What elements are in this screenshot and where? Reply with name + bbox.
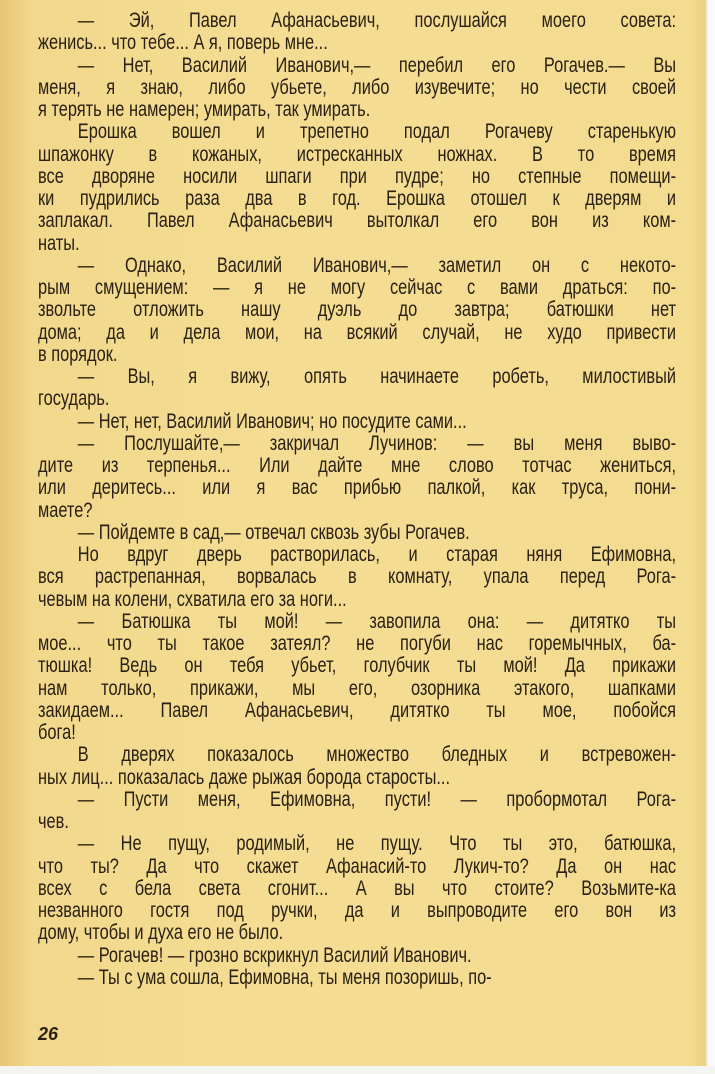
paragraph — [38, 744, 676, 789]
text-line: чевым на колени, схватила его за ноги... — [38, 588, 347, 611]
text-line: нам только, прикажи, мы его, озорника этакого, шапками — [38, 677, 677, 700]
book-page-text — [38, 10, 676, 989]
text-line: — Нет, Василий Иванович,— перебил его Рогачев.— Вы — [77, 54, 677, 77]
text-line: что ты? Да что скажет Афанасий-то Лукич-то? Да он нас — [38, 855, 677, 878]
text-line: меня, я знаю, либо убьете, либо изувечите; но чести своей — [38, 76, 677, 99]
text-line: в порядок. — [38, 343, 118, 366]
text-line: бога! — [38, 722, 76, 744]
paragraph — [38, 255, 676, 366]
paragraph — [38, 433, 676, 522]
text-line: женись... что тебе... А я, поверь мне... — [38, 32, 328, 55]
text-line: ных лиц... показалась даже рыжая борода старосты... — [38, 766, 451, 789]
text-line: — Эй, Павел Афанасьевич, послушайся моего совета: — [77, 10, 677, 32]
text-line: — Пусти меня, Ефимовна, пусти! — пробормотал Рога- — [77, 788, 677, 811]
text-line: мое... что ты такое затеял? не погуби нас горемычных, ба- — [38, 633, 677, 655]
paragraph — [38, 611, 676, 745]
text-line: звольте отложить нашу дуэль до завтра; батюшки нет — [38, 299, 677, 322]
text-line: шпажонку в кожаных, истресканных ножнах. В то время — [38, 143, 677, 166]
text-line: — Послушайте,— закричал Лучинов: — вы меня выво- — [77, 432, 677, 455]
text-line: чев. — [38, 811, 69, 833]
paragraph — [38, 789, 676, 834]
paragraph — [38, 55, 676, 122]
text-line: наты. — [38, 232, 80, 255]
text-line: дите из терпенья... Или дайте мне слово тотчас жениться, — [38, 455, 677, 477]
text-line: В дверях показалось множество бледных и встревожен- — [77, 744, 677, 767]
text-line: рым смущением: — я не могу сейчас с вами драться: по- — [38, 277, 677, 299]
paragraph — [38, 522, 676, 544]
text-line: государь. — [38, 388, 110, 411]
paragraph — [38, 945, 676, 967]
text-line: заплакал. Павел Афанасьевич вытолкал его вон из ком- — [38, 210, 677, 233]
text-line: — Ты с ума сошла, Ефимовна, ты меня позоришь, по- — [77, 966, 492, 989]
paragraph — [38, 967, 676, 989]
text-line: все дворяне носили шпаги при пудре; но степные помещи- — [38, 165, 677, 188]
text-line: дому, чтобы и духа его не было. — [38, 922, 284, 945]
text-line: тюшка! Ведь он тебя убьет, голубчик ты мой! Да прикажи — [38, 655, 677, 678]
text-line: — Пойдемте в сад,— отвечал сквозь зубы Рогачев. — [77, 521, 470, 544]
text-line: — Однако, Василий Иванович,— заметил он с некото- — [77, 254, 677, 277]
paragraph — [38, 121, 676, 255]
text-line: всех с бела света сгонит... А вы что стоите? Возьмите-ка — [38, 877, 677, 900]
text-line: я терять не намерен; умирать, так умирать. — [38, 99, 371, 121]
page-number: 26 — [38, 1024, 59, 1044]
text-line: маете? — [38, 499, 93, 522]
paragraph — [38, 10, 676, 55]
text-line: — Не пущу, родимый, не пущу. Что ты это, батюшка, — [77, 833, 677, 856]
text-line: вся растрепанная, ворвалась в комнату, упала перед Рога- — [38, 566, 677, 589]
paragraph — [38, 366, 676, 411]
paragraph — [38, 833, 676, 944]
text-line: дома; да и дела мои, на всякий случай, не худо привести — [38, 321, 677, 344]
text-line: Ерошка вошел и трепетно подал Рогачеву старенькую — [77, 121, 677, 144]
text-line: закидаем... Павел Афанасьевич, дитятко ты мое, побойся — [38, 699, 677, 722]
paragraph — [38, 411, 676, 433]
text-line: Но вдруг дверь растворилась, и старая няня Ефимовна, — [77, 544, 677, 566]
paragraph — [38, 544, 676, 611]
text-line: — Вы, я вижу, опять начинаете робеть, милостивый — [77, 366, 677, 388]
text-line: — Нет, нет, Василий Иванович; но посудите сами... — [77, 410, 467, 433]
text-line: ки пудрились раза два в год. Ерошка отошел к дверям и — [38, 188, 677, 210]
text-line: — Рогачев! — грозно вскрикнул Василий Иванович. — [77, 944, 472, 967]
text-line: незванного гостя под ручки, да и выпроводите его вон из — [38, 900, 677, 922]
text-line: — Батюшка ты мой! — завопила она: — дитятко ты — [77, 610, 677, 633]
text-line: или деритесь... или я вас прибью палкой, как труса, пони- — [38, 477, 677, 500]
page-edge — [0, 1066, 715, 1074]
